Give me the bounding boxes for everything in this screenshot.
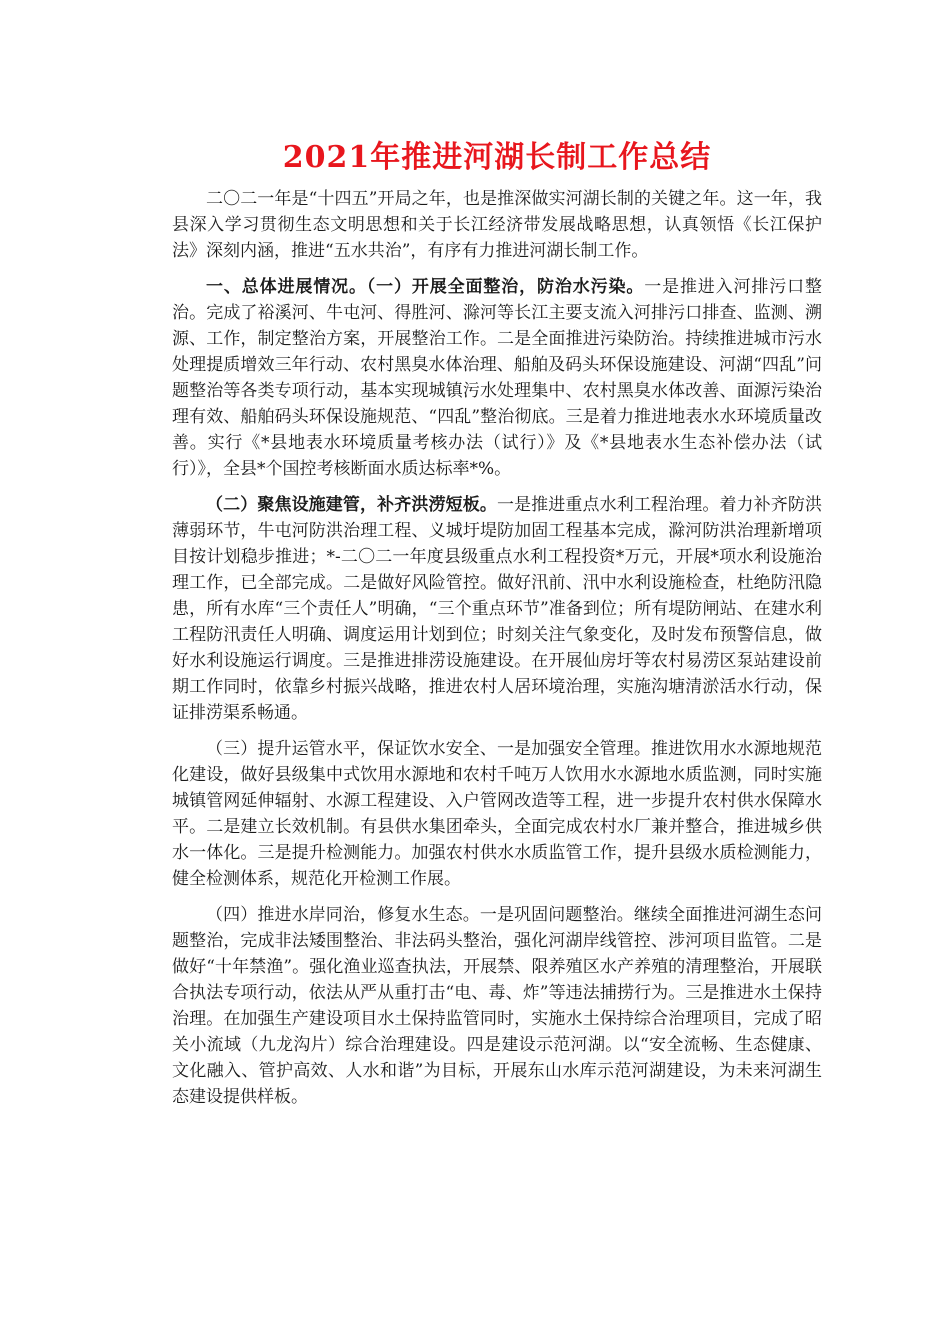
intro-paragraph: 二〇二一年是“十四五”开局之年，也是推深做实河湖长制的关键之年。这一年，我县深入学习贯彻生态文明思想和关于长江经济带发展战略思想，认真领悟《长江保护法》深刻内涵，推进“五水共治”，有序有力推进河湖长制工作。 (172, 189, 822, 261)
section-1-paragraph (172, 274, 822, 482)
section-3-paragraph: （三）提升运管水平，保证饮水安全、一是加强安全管理。推进饮用水水源地规范化建设，做好县级集中式饮用水源地和农村千吨万人饮用水水源地水质监测，同时实施城镇管网延伸辐射、水源工程建设、入户管网改造等工程，进一步提升农村供水保障水平。二是建立长效机制。有县供水集团牵头，全面完成农村水厂兼并整合，推进城乡供水一体化。三是提升检测能力。加强农村供水水质监管工作，提升县级水质检测能力，健全检测体系，规范化开检测工作展。 (172, 739, 822, 889)
section-1-body: 一是推进入河排污口整治。完成了裕溪河、牛屯河、得胜河、滁河等长江主要支流入河排污口排查、监测、溯源、工作，制定整治方案，开展整治工作。二是全面推进污染防治。持续推进城市污水处理提质增效三年行动、农村黑臭水体治理、船舶及码头环保设施建设、河湖“四乱”问题整治等各类专项行动，基本实现城镇污水处理集中、农村黑臭水体改善、面源污染治理有效、船舶码头环保设施规范、“四乱”整治彻底。三是着力推进地表水水环境质量改善。实行《*县地表水环境质量考核办法（试行）》及《*县地表水生态补偿办法（试行）》，全县*个国控考核断面水质达标率*%。 (172, 277, 823, 479)
section-2-heading: （二）聚焦设施建管，补齐洪涝短板。 (206, 495, 497, 515)
section-2-body: 一是推进重点水利工程治理。着力补齐防洪薄弱环节，牛屯河防洪治理工程、义城圩堤防加固工程基本完成，滁河防洪治理新增项目按计划稳步推进；*-二〇二一年度县级重点水利工程投资*万元，开展*项水利设施治理工作，已全部完成。二是做好风险管控。做好汛前、汛中水利设施检查，杜绝防汛隐患，所有水库“三个责任人”明确，“三个重点环节”准备到位；所有堤防闸站、在建水利工程防汛责任人明确、调度运用计划到位；时刻关注气象变化，及时发布预警信息，做好水利设施运行调度。三是推进排涝设施建设。在开展仙房圩等农村易涝区泵站建设前期工作同时，依靠乡村振兴战略，推进农村人居环境治理，实施沟塘清淤活水行动，保证排涝渠系畅通。 (172, 495, 823, 723)
section-4-paragraph: （四）推进水岸同治，修复水生态。一是巩固问题整治。继续全面推进河湖生态问题整治，完成非法矮围整治、非法码头整治，强化河湖岸线管控、涉河项目监管。二是做好“十年禁渔”。强化渔业巡查执法，开展禁、限养殖区水产养殖的清理整治，开展联合执法专项行动，依法从严从重打击“电、毒、炸”等违法捕捞行为。三是推进水土保持治理。在加强生产建设项目水土保持监管同时，实施水土保持综合治理项目，完成了昭关小流域（九龙沟片）综合治理建设。四是建设示范河湖。以“安全流畅、生态健康、文化融入、管护高效、人水和谐”为目标，开展东山水库示范河湖建设，为未来河湖生态建设提供样板。 (172, 905, 822, 1107)
section-1-heading: 一、总体进展情况。（一）开展全面整治，防治水污染。 (206, 277, 645, 297)
document-page (172, 138, 822, 1120)
section-2-paragraph (172, 492, 822, 726)
document-title: 2021年推进河湖长制工作总结 (282, 140, 712, 175)
